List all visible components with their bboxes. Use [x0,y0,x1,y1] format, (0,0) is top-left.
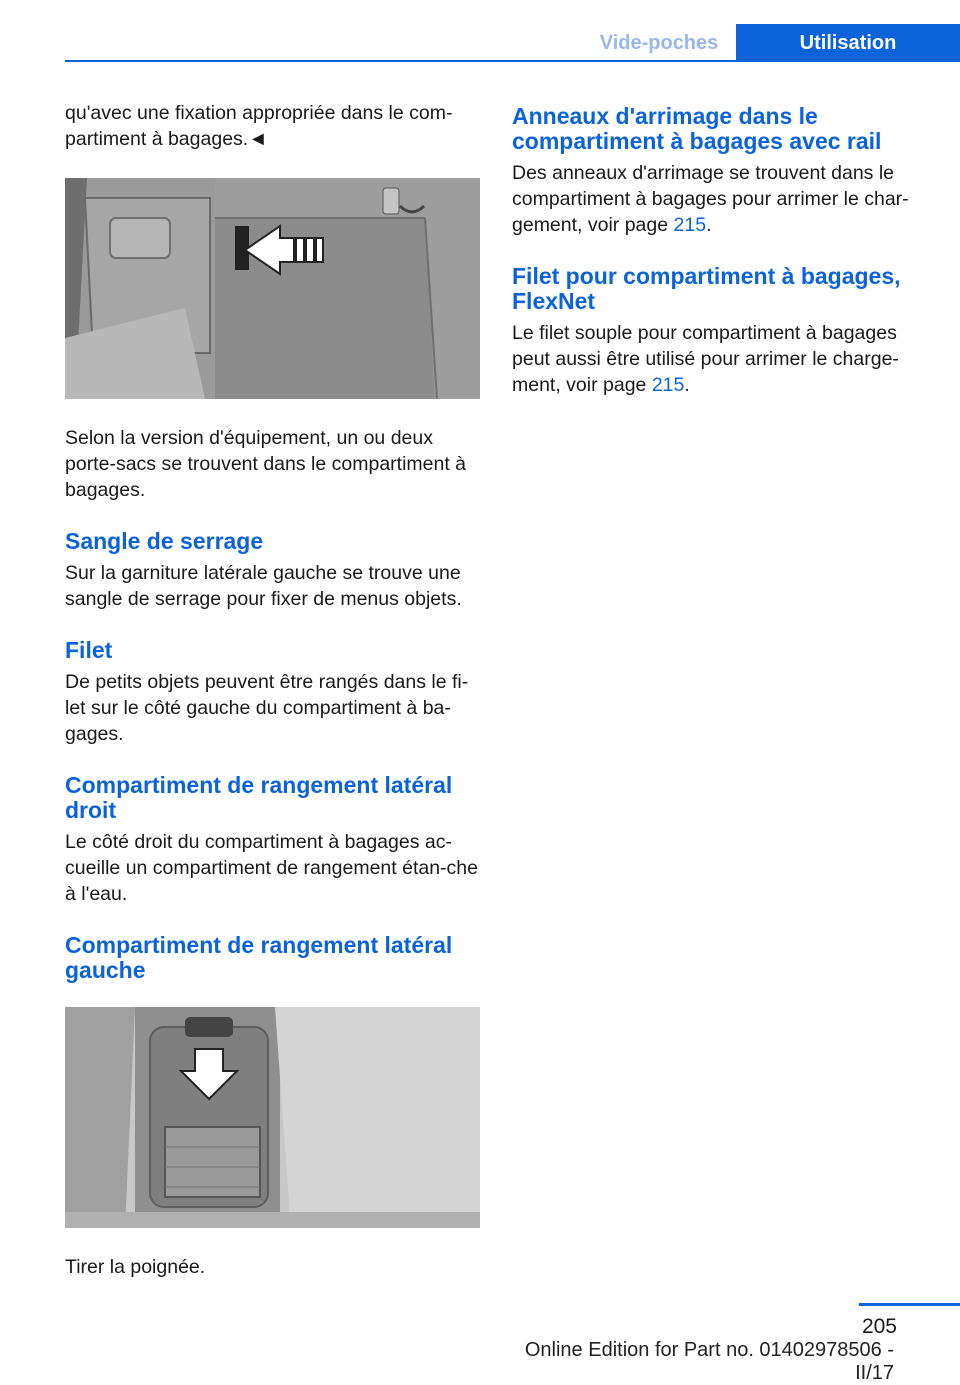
footer-rule [859,1303,960,1306]
rings-text-body: Des anneaux d'arrimage se trouvent dans le compartiment à bagages pour arrimer le char-gement, voir page [512,162,909,236]
flexnet-text: Le filet souple pour compartiment à bagages peut aussi être utilisé pour arrimer le charge-ment, voir page 215. [512,322,899,396]
rings-text: Des anneaux d'arrimage se trouvent dans le compartiment à bagages pour arrimer le char-gement, voir page 215. [512,162,909,236]
header-section-tab: Vide-poches [599,31,719,54]
strap-text: Sur la garniture latérale gauche se trouve une sangle de serrage pour fixer de menus objets. [65,562,462,610]
flexnet-heading: Filet pour compartiment à bagages, FlexNet [512,263,901,314]
flexnet-text-body: Le filet souple pour compartiment à bagages peut aussi être utilisé pour arrimer le charge-ment, voir page [512,322,899,396]
header-chapter-tab: Utilisation [736,24,960,62]
rings-heading: Anneaux d'arrimage dans le compartiment à bagages avec rail [512,103,882,154]
rings-page-link[interactable]: 215 [673,214,707,236]
intro-text: qu'avec une fixation appropriée dans le com-partiment à bagages.◄ [65,102,453,150]
header-rule [65,60,960,62]
bag-hook-photo [65,178,480,399]
right-column [512,104,922,424]
image-caption: Tirer la poignée. [65,1256,206,1278]
flexnet-page-link[interactable]: 215 [651,374,685,396]
page-number: 205 [861,1315,897,1338]
right-compartment-heading: Compartiment de rangement latéral droit [65,772,453,823]
right-compartment-text: Le côté droit du compartiment à bagages ac-cueille un compartiment de rangement étan-che à l'eau. [65,831,478,905]
left-column [65,100,483,1306]
strap-heading: Sangle de serrage [65,528,264,554]
edition-footer: Online Edition for Part no. 01402978506 - II/17 [524,1339,894,1384]
left-compartment-photo [65,1007,480,1228]
bag-hooks-text: Selon la version d'équipement, un ou deux porte-sacs se trouvent dans le compartiment à bagages. [65,427,467,501]
net-heading: Filet [65,637,113,663]
left-compartment-heading: Compartiment de rangement latéral gauche [65,932,453,983]
net-text: De petits objets peuvent être rangés dans le fi-let sur le côté gauche du compartiment à ba-gages. [65,671,469,745]
